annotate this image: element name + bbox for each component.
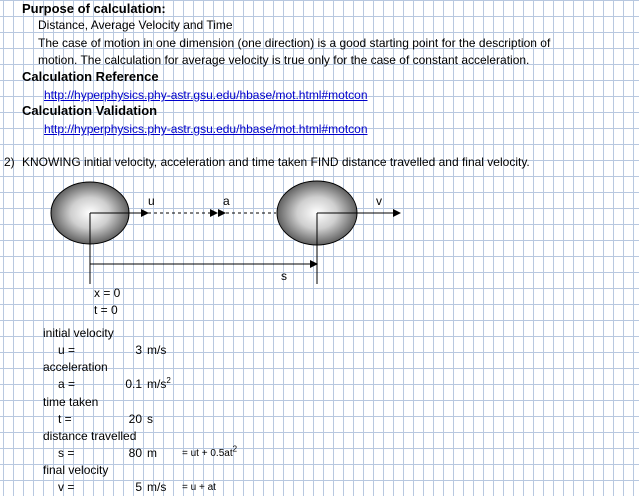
- distance-formula: = ut + $0.5at^2$: [182, 444, 238, 459]
- purpose-heading: Purpose of calculation:: [22, 1, 166, 16]
- acceleration-symbol: a =: [58, 377, 76, 391]
- final-velocity-symbol: v =: [58, 480, 75, 494]
- validation-heading: Calculation Validation: [22, 103, 158, 118]
- initial-velocity-value[interactable]: 3: [135, 343, 142, 357]
- final-velocity-formula: = u + at: [182, 482, 216, 493]
- problem-statement: KNOWING initial velocity, acceleration and time taken FIND distance travelled and final velocity.: [22, 155, 530, 169]
- acceleration-value[interactable]: 0.1: [125, 377, 142, 391]
- purpose-title: Distance, Average Velocity and Time: [38, 18, 233, 32]
- final-velocity-unit: m/s: [147, 480, 167, 494]
- distance-symbol: s =: [58, 446, 75, 460]
- label-x0: x = 0: [94, 286, 121, 300]
- reference-link[interactable]: http://hyperphysics.phy-astr.gsu.edu/hbase/mot.html#motcon: [44, 88, 368, 102]
- problem-number: 2): [4, 155, 15, 169]
- purpose-desc-line2: motion. The calculation for average velocity is true only for the case of constant acceleration.: [38, 53, 530, 67]
- time-taken-label: time taken: [43, 395, 99, 409]
- distance-label: distance travelled: [43, 429, 137, 443]
- label-t0: t = 0: [94, 303, 118, 317]
- initial-velocity-label: initial velocity: [43, 326, 114, 340]
- acceleration-label: acceleration: [43, 360, 108, 374]
- time-taken-symbol: t =: [58, 412, 72, 426]
- initial-velocity-unit: m/s: [147, 343, 167, 357]
- final-velocity-label: final velocity: [43, 463, 109, 477]
- reference-heading: Calculation Reference: [22, 69, 159, 84]
- label-u: u: [148, 194, 155, 208]
- purpose-desc-line1: The case of motion in one dimension (one direction) is a good starting point for the description of: [38, 36, 551, 50]
- distance-unit: m: [147, 446, 157, 460]
- a-arrow-2: [218, 209, 226, 217]
- a-arrow-1: [210, 209, 218, 217]
- time-taken-value[interactable]: 20: [128, 412, 142, 426]
- distance-value: 80: [128, 446, 142, 460]
- validation-link[interactable]: http://hyperphysics.phy-astr.gsu.edu/hbase/mot.html#motcon: [44, 122, 368, 136]
- label-v: v: [376, 194, 382, 208]
- label-s: s: [281, 269, 287, 283]
- initial-velocity-symbol: u =: [58, 343, 76, 357]
- time-taken-unit: s: [147, 412, 153, 426]
- label-a: a: [223, 194, 230, 208]
- acceleration-unit: $m/s^2$: [147, 376, 171, 391]
- final-velocity-value: 5: [135, 480, 142, 494]
